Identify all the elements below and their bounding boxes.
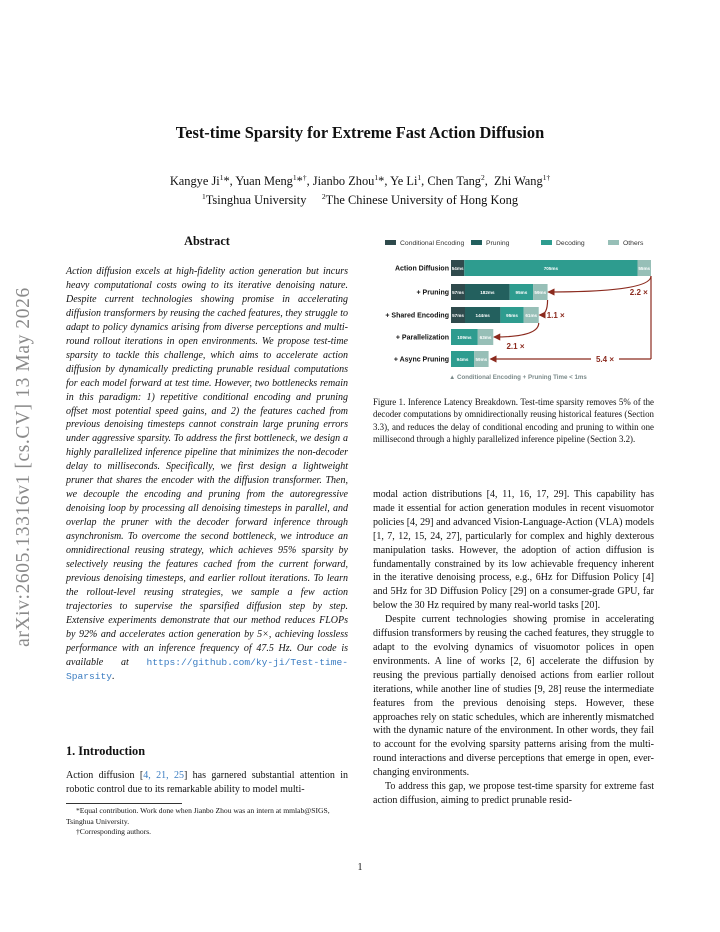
bar-value-shared-encoding-decoding: 95ms	[506, 313, 518, 318]
bar-value-async-pruning-decoding: 94ms	[456, 357, 469, 362]
bar-value-parallelization-decoding: 109ms	[457, 335, 472, 340]
intro-heading: 1. Introduction	[66, 744, 146, 758]
footnote-rule	[66, 803, 182, 804]
category-label-async-pruning: + Async Pruning	[393, 356, 449, 364]
right-paragraph-3: To address this gap, we propose test-time sparsity for extreme fast action diffusion, aiming to predict prunable resid-	[373, 781, 654, 806]
abstract-text: Action diffusion excels at high-fidelity action generation but incurs heavy computational costs owing to its iterative denoising nature. Despite current technologies showing promise in accelerating diffusion transformers by reusing the cached features, they struggle to adapt to policy dynamics arising from diverse perceptions and multi-round rollout iterations in open environments. We propose test-time sparsity to tackle this challenge, which aims to accelerate action diffusion by dynamically predicting prunable residual computations for each model forward at test time. However, two bottlenecks remain in this paradigm: 1) repetitive conditional encoding and pruning offset most potential speed gains, and 2) the features cached from previous denoising timesteps cannot constrain large pruning errors under aggressive sparsity. To address the first bottleneck, we design a highly parallelized inference pipeline that minimizes the non-decoder delay to milliseconds. Specifically, we first design a lightweight pruner that shares the encoder with the diffusion transformer. Then, we decouple the encoding and pruning from the autoregressive denoising loop by processing all denoising timesteps in parallel, and overlap the pruner with the decoder forward inference through asynchronism. To overcome the second bottleneck, we introduce an omnidirectional reusing strategy, which achieves 95% sparsity by selectively reusing the features cached from the current forward, previous denoising timesteps, and earlier rollout iterations. To learn the rollout-level reusing strategies, we sample a few action trajectories to supervise the sparsified diffusion step by step. Extensive experiments demonstrate that our method reduces FLOPs by 92% and accelerates action generation by 5×, achieving lossless performance with an inference frequency of 47.5 Hz. Our code is available at	[66, 266, 348, 668]
bar-value-shared-encoding-conditional-encoding: 57ms	[452, 313, 464, 318]
intro-citations[interactable]: 4, 21, 25	[143, 770, 184, 781]
page-number: 1	[357, 862, 363, 873]
arxiv-stamp: arXiv:2605.13316v1 [cs.CV] 13 May 2026	[13, 287, 34, 647]
legend-label-conditional-encoding: Conditional Encoding	[400, 240, 465, 247]
legend-swatch-others	[608, 240, 619, 245]
affiliations: $^1$Tsinghua University $^2$The Chinese University of Hong Kong	[201, 192, 519, 208]
bar-value-action-diffusion-conditional-encoding: 54ms	[451, 266, 464, 271]
code-link[interactable]: https://github.com/ky-ji/Test-time-Sparsity	[66, 656, 348, 682]
category-label-pruning: + Pruning	[416, 289, 449, 297]
bar-value-action-diffusion-others: 55ms	[638, 266, 651, 271]
legend-label-pruning: Pruning	[486, 240, 510, 247]
author-names: Kangye Ji$^1$*, Yuan Meng$^1$*†, Jianbo Zhou$^1$*, Ye Li$^1$, Chen Tang$^2$, Zhi Wang$^{1\dagger}$	[169, 173, 551, 189]
speedup-label-2: 1.1 ×	[546, 311, 565, 320]
bar-value-shared-encoding-others: 61ms	[525, 313, 538, 318]
footnote-corresponding: †Corresponding authors.	[76, 827, 152, 837]
right-column	[373, 488, 654, 808]
speedup-label-3: 2.1 ×	[506, 342, 525, 351]
bar-value-action-diffusion-decoding: 705ms	[543, 266, 559, 271]
author-block	[0, 170, 720, 208]
intro-text-start: Action diffusion [	[66, 770, 144, 781]
bar-value-pruning-others: 59ms	[534, 290, 547, 295]
legend-label-others: Others	[623, 240, 644, 247]
latency-chart	[373, 232, 663, 387]
bar-value-shared-encoding-pruning: 144ms	[475, 313, 490, 318]
speedup-arrow-3	[494, 323, 538, 337]
right-paragraph-2: Despite current technologies showing promise in accelerating diffusion transformers by reusing the cached features, they struggle to adapt to the evolving dynamics of visuomotor polices in open environments. A line of works [2, 6] accelerate the diffusion by reusing the previous partially denoised actions from earlier rollout iterations, while another line of studies [9, 28] reuse the intermediate features from the previous denoising steps. However, these approaches rely on static schedules, which are inherently mismatched with the dynamic nature of the environment. In other words, they fail to account for the evolving sparsity patterns arising from the multi-round interactions and diverse perceptions that emerge in open, ever-changing environments.	[373, 614, 654, 779]
bar-value-pruning-decoding: 95ms	[515, 290, 528, 295]
bar-value-pruning-conditional-encoding: 57ms	[452, 290, 464, 295]
speedup-label-1: 2.2 ×	[629, 288, 648, 297]
legend-swatch-conditional-encoding	[385, 240, 396, 245]
intro-paragraph	[66, 769, 348, 797]
legend-label-decoding: Decoding	[556, 240, 585, 247]
category-label-parallelization: + Parallelization	[395, 334, 449, 342]
abstract-body: Action diffusion excels at high-fidelity action generation but incurs heavy computational costs owing to its iterative denoising nature. Despite current technologies showing promise in accelerating diffusion transformers by reusing the cached features, they struggle to adapt to policy dynamics arising from diverse perceptions and multi-round rollout iterations in open environments. We propose test-time sparsity to tackle this challenge, which aims to accelerate action diffusion by dynamically predicting prunable residual computations for each model forward at test time. However, two bottlenecks remain in this paradigm: 1) repetitive conditional encoding and pruning offset most potential speed gains, and 2) the features cached from previous denoising timesteps cannot constrain large pruning errors under aggressive sparsity. To address the first bottleneck, we design a highly parallelized inference pipeline that minimizes the non-decoder delay to milliseconds. Specifically, we first design a lightweight pruner that shares the encoder with the diffusion transformer. Then, we decouple the encoding and pruning from the autoregressive denoising loop by processing all denoising timesteps in parallel, and overlap the pruner with the decoder forward inference through asynchronism. To overcome the second bottleneck, we introduce an omnidirectional reusing strategy, which achieves 95% sparsity by selectively reusing the features cached from the current forward, previous denoising timesteps, and earlier rollout iterations. To learn the rollout-level reusing strategies, we sample a few action trajectories to supervise the sparsified diffusion step by step. Extensive experiments demonstrate that our method reduces FLOPs by 92% and accelerates action generation by 5×, achieving lossless performance with an inference frequency of 47.5 Hz. Our code is available at https://github.com/ky-ji/Test-time-Sparsity.	[66, 266, 348, 682]
bar-value-async-pruning-others: 59ms	[475, 357, 488, 362]
footnote-equal: *Equal contribution. Work done when Jianbo Zhou was an intern at mmlab@SIGS, Tsinghua University.	[66, 806, 330, 826]
category-label-shared-encoding: + Shared Encoding	[385, 312, 449, 320]
bar-value-parallelization-others: 63ms	[479, 335, 492, 340]
bar-value-pruning-pruning: 182ms	[480, 290, 495, 295]
legend-swatch-decoding	[541, 240, 552, 245]
abstract-heading: Abstract	[184, 234, 230, 248]
footnotes	[66, 806, 348, 838]
legend-swatch-pruning	[471, 240, 482, 245]
right-paragraph-1: modal action distributions [4, 11, 16, 17, 29]. This capability has made it essential for action generation modules in recent visuomotor policies [4, 29] and advanced Vision-Language-Action (VLA) models [1, 7, 12, 15, 24, 27], particularly for complex and highly dexterous manipulation tasks. However, the adoption of action diffusion is fundamentally constrained by its low achievable frequency inherent in the iterative denoising process, e.g., 6Hz for Diffusion Policy [4] and 5Hz for 3D Diffusion Policy [29] on a consumer-grade GPU, far below the 30 Hz required by many real-world tasks [20].	[373, 489, 654, 612]
speedup-label-overall: 5.4 ×	[595, 355, 615, 364]
figure-caption: Figure 1. Inference Latency Breakdown. Test-time sparsity removes 5% of the decoder computations by omnidirectionally reusing historical features (Section 3.3), and reduces the delay of conditional encoding and pruning to within one millisecond through a highly parallelized inference pipeline (Section 3.2).	[373, 397, 654, 445]
chart-footnote: ▲ Conditional Encoding + Pruning Time < 1ms	[449, 374, 587, 381]
paper-title: Test-time Sparsity for Extreme Fast Action Diffusion	[175, 123, 545, 142]
chart-legend	[385, 240, 644, 247]
intro-text-rest: ] has garnered substantial attention in robotic control due to its remarkable ability to model multi-	[66, 770, 348, 795]
category-label-action-diffusion: Action Diffusion	[394, 265, 449, 273]
